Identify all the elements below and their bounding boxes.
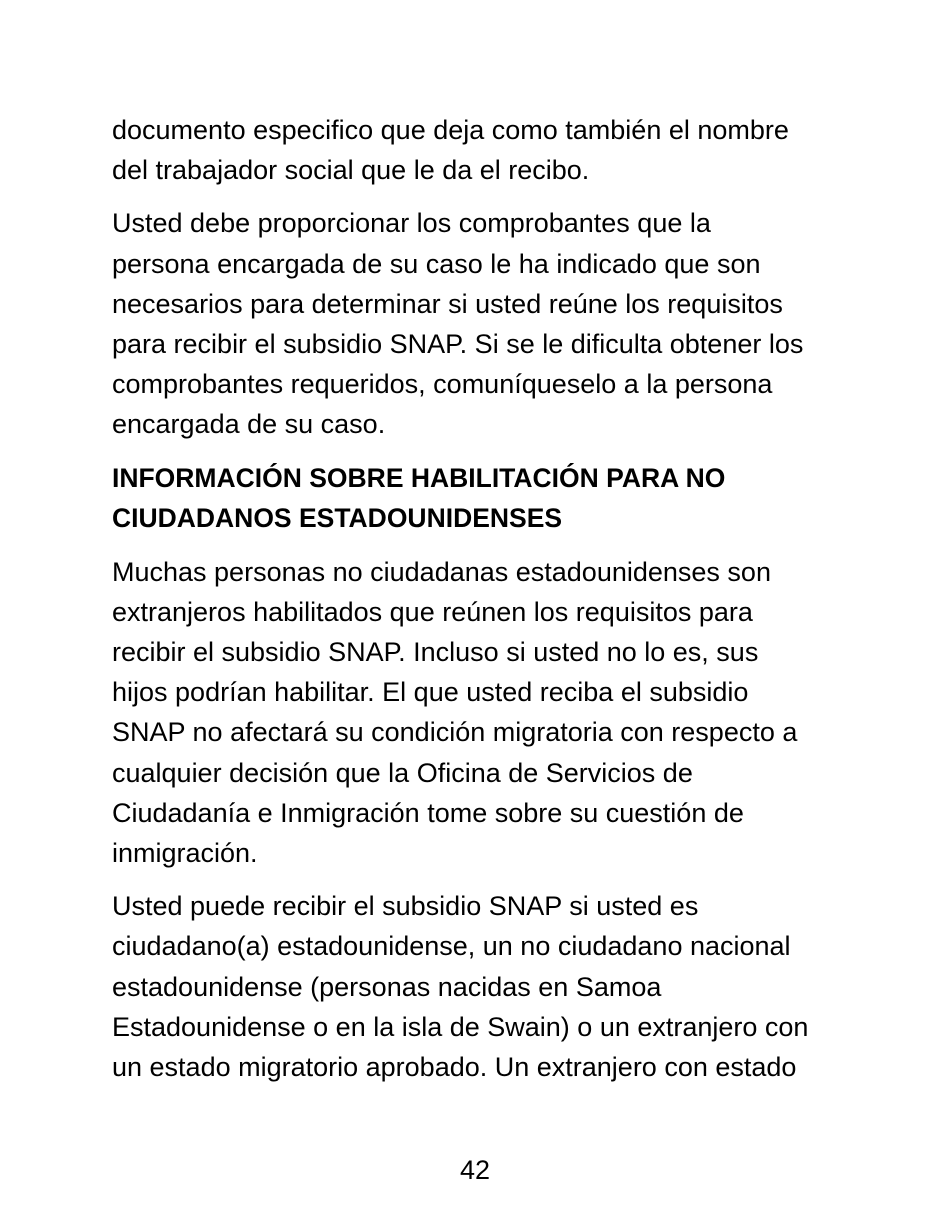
text-line: Usted debe proporcionar los comprobantes que la	[112, 208, 711, 239]
text-line: persona encargada de su caso le ha indicado que son	[112, 248, 761, 279]
text-line: estadounidense (personas nacidas en Samoa	[112, 971, 662, 1002]
section-heading	[112, 458, 852, 539]
heading-line: INFORMACIÓN SOBRE HABILITACIÓN PARA NO	[112, 462, 726, 493]
text-line: comprobantes requeridos, comuníqueselo a la persona	[112, 369, 773, 400]
text-line: cualquier decisión que la Oficina de Servicios de	[112, 757, 693, 788]
text-line: Usted puede recibir el subsidio SNAP si usted es	[112, 891, 699, 922]
text-line: encargada de su caso.	[112, 409, 386, 440]
paragraph-receipt-document	[112, 110, 852, 190]
paragraph-proof-requirements	[112, 203, 852, 444]
text-line: SNAP no afectará su condición migratoria con respecto a	[112, 717, 798, 748]
text-line: hijos podrían habilitar. El que usted reciba el subsidio	[112, 677, 749, 708]
text-line: un estado migratorio aprobado. Un extranjero con estado	[112, 1052, 797, 1083]
page-number: 42	[459, 1155, 491, 1185]
text-line: Muchas personas no ciudadanas estadounidenses son	[112, 556, 771, 587]
text-line: necesarios para determinar si usted reúne los requisitos	[112, 288, 783, 319]
text-line: recibir el subsidio SNAP. Incluso si usted no lo es, sus	[112, 637, 759, 668]
text-line: del trabajador social que le da el recibo.	[112, 155, 590, 186]
page-content	[112, 110, 852, 1087]
paragraph-non-citizens	[112, 552, 852, 874]
text-line: Estadounidense o en la isla de Swain) o un extranjero con	[112, 1011, 809, 1042]
text-line: para recibir el subsidio SNAP. Si se le dificulta obtener los	[112, 329, 804, 360]
text-line: ciudadano(a) estadounidense, un no ciudadano nacional	[112, 931, 791, 962]
text-line: inmigración.	[112, 838, 258, 869]
text-line: Ciudadanía e Inmigración tome sobre su cuestión de	[112, 797, 744, 828]
text-line: extranjeros habilitados que reúnen los requisitos para	[112, 596, 753, 627]
heading-line: CIUDADANOS ESTADOUNIDENSES	[112, 503, 563, 534]
text-line: documento especifico que deja como también el nombre	[112, 115, 789, 145]
paragraph-eligibility-status	[112, 886, 852, 1087]
